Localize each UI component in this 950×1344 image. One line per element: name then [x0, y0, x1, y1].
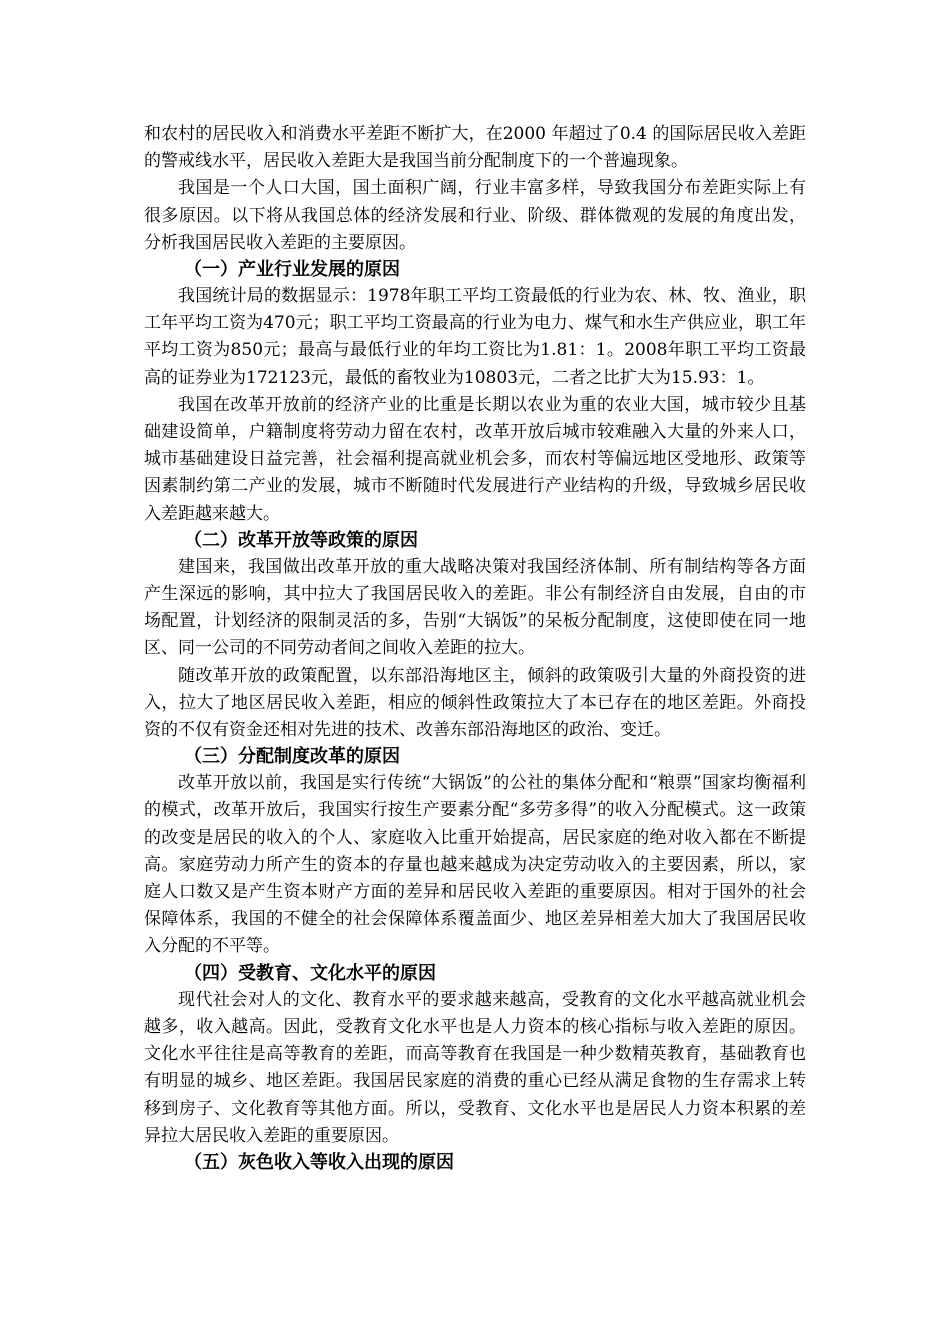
section-heading-2: （二）改革开放等政策的原因	[184, 529, 418, 551]
section-2-paragraph-1: 建国来，我国做出改革开放的重大战略决策对我国经济体制、所有制结构等各方面产生深远的影响，其中拉大了我国居民收入的差距。非公有制经济自由发展，自由的市场配置，计划经济的限制灵活的多，告别“大锅饭”的呆板分配制度，这使即使在同一地区、同一公司的不同劳动者间之间收入差距的拉大。	[144, 556, 806, 659]
section-1-paragraph-1: 我国统计局的数据显示：1978年职工平均工资最低的行业为农、林、牧、渔业，职工年平均工资为470元；职工平均工资最高的行业为电力、煤气和水生产供应业，职工年平均工资为850元；最高与最低行业的年均工资比为1.81：1。2008年职工平均工资最高的证券业为172123元，最低的畜牧业为10803元，二者之比扩大为15.93：1。	[144, 286, 806, 388]
section-heading-5: （五）灰色收入等收入出现的原因	[184, 1151, 454, 1173]
section-heading-3: （三）分配制度改革的原因	[184, 746, 400, 768]
section-4-paragraph-1: 现代社会对人的文化、教育水平的要求越来越高，受教育的文化水平越高就业机会越多，收入越高。因此，受教育文化水平也是人力资本的核心指标与收入差距的原因。文化水平往往是高等教育的差距，而高等教育在我国是一种少数精英教育，基础教育也有明显的城乡、地区差距。我国居民家庭的消费的重心已经从满足食物的生存需求上转移到房子、文化教育等其他方面。所以，受教育、文化水平也是居民人力资本积累的差异拉大居民收入差距的重要原因。	[144, 989, 806, 1146]
section-1-paragraph-2: 我国在改革开放前的经济产业的比重是长期以农业为重的农业大国，城市较少且基础建设简单，户籍制度将劳动力留在农村，改革开放后城市较难融入大量的外来人口，城市基础建设日益完善，社会福利提高就业机会多，而农村等偏远地区受地形、政策等因素制约第二产业的发展，城市不断随时代发展进行产业结构的升级，导致城乡居民收入差距越来越大。	[144, 394, 806, 524]
section-heading-4: （四）受教育、文化水平的原因	[184, 962, 436, 984]
intro-paragraph-continued: 和农村的居民收入和消费水平差距不断扩大，在2000 年超过了0.4 的国际居民收入差距的警戒线水平，居民收入差距大是我国当前分配制度下的一个普遍现象。	[144, 124, 806, 172]
section-2-paragraph-2: 随改革开放的政策配置，以东部沿海地区主，倾斜的政策吸引大量的外商投资的进入，拉大了地区居民收入差距，相应的倾斜性政策拉大了本已存在的地区差距。外商投资的不仅有资金还相对先进的技术、改善东部沿海地区的政治、变迁。	[144, 665, 806, 741]
section-heading-1: （一）产业行业发展的原因	[184, 259, 400, 281]
document-page	[144, 121, 806, 1176]
section-3-paragraph-1: 改革开放以前，我国是实行传统“大锅饭”的公社的集体分配和“粮票”国家均衡福利的模式，改革开放后，我国实行按生产要素分配“多劳多得”的收入分配模式。这一政策的改变是居民的收入的个人、家庭收入比重开始提高，居民家庭的绝对收入都在不断提高。家庭劳动力所产生的资本的存量也越来越成为决定劳动收入的主要因素，所以，家庭人口数又是产生资本财产方面的差异和居民收入差距的重要原因。相对于国外的社会保障体系，我国的不健全的社会保障体系覆盖面少、地区差异相差大加大了我国居民收入分配的不平等。	[144, 773, 806, 957]
intro-paragraph: 我国是一个人口大国，国土面积广阔，行业丰富多样，导致我国分布差距实际上有很多原因。以下将从我国总体的经济发展和行业、阶级、群体微观的发展的角度出发，分析我国居民收入差距的主要原因。	[144, 178, 806, 253]
